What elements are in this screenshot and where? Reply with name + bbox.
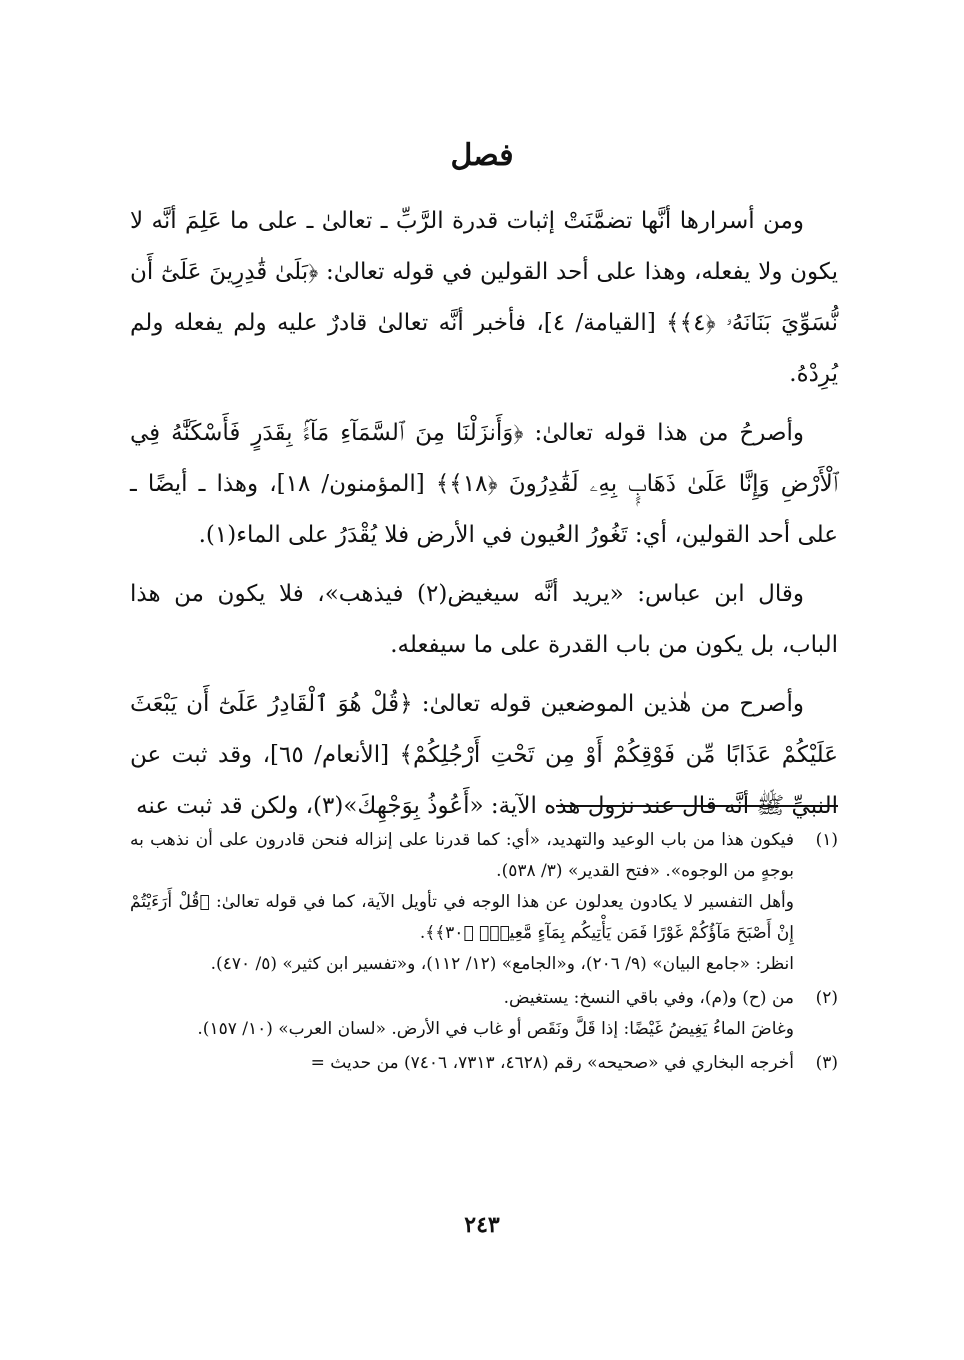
footnote-text: من (ح) و(م)، وفي باقي النسخ: يستغيض. xyxy=(503,988,794,1008)
footnote-text: وغاضَ الماءُ يَغِيضُ غَيْضًا: إذا قَلَّ ونَقَص أو غاب في الأرض. «لسان العرب» (١٠/ ١٥٧). xyxy=(197,1019,794,1039)
footnote-text: وأهل التفسير لا يكادون يعدلون عن هذا الوجه في تأويل الآية، كما في قوله تعالىٰ: ﴿قُلْ أَرَءَيْتُمْ إِنْ أَصْبَحَ مَآؤُكُمْ غَوْرًا فَمَن يَأْتِيكُم بِمَآءٍ مَّعِينٍۭ ﴿٣٠﴾﴾. xyxy=(130,892,794,943)
footnote-text: انظر: «جامع البيان» (٩/ ٢٠٦)، و«الجامع» (١٢/ ١١٢)، و«تفسير ابن كثير» (٥/ ٤٧٠). xyxy=(210,954,794,974)
paragraph: وأصرحُ من هذا قوله تعالىٰ: ﴿وَأَنزَلْنَا مِنَ ٱلسَّمَآءِ مَآءًۢ بِقَدَرٍ فَأَسْكَنَّٰهُ فِي ٱلْأَرْضِ وَإِنَّا عَلَىٰ ذَهَابٍۭ بِهِۦ لَقَٰدِرُونَ ﴿١٨﴾﴾ [المؤمنون/ ١٨]، وهذا ـ أيضًا ـ على أحد القولين، أي: تَغُورُ العُيون في الأرض فلا يُقْدَرُ على الماء(١). xyxy=(130,420,838,548)
footnote-number: (١) xyxy=(815,830,838,850)
paragraph: وقال ابن عباس: «يريد أنَّه سيغيض(٢) فيذهب»، فلا يكون من هذا الباب، بل يكون من باب القدرة على ما سيفعله. xyxy=(130,581,838,658)
section-heading: فصل xyxy=(450,138,514,173)
paragraph: وأصرح من هٰذين الموضعين قوله تعالىٰ: ﴿قُلْ هُوَ ٱلْقَادِرُ عَلَىٰٓ أَن يَبْعَثَ عَلَيْكُمْ عَذَابًا مِّن فَوْقِكُمْ أَوْ مِن تَحْتِ أَرْجُلِكُمْ﴾ [الأنعام/ ٦٥]، وقد ثبت عن النبيِّ ﷺ أنَّه قال عند نزول هذه الآية: «أَعُوذُ بِوَجْهِكَ»(٣)، ولكن قد ثبت عنه xyxy=(130,691,838,819)
footnote-1 xyxy=(130,825,838,980)
footnote-3 xyxy=(130,1048,838,1079)
footnote-separator xyxy=(556,805,838,807)
footnotes xyxy=(130,825,838,1082)
footnote-text: فيكون هذا من باب الوعيد والتهديد، «أي: كما قدرنا على إنزاله فنحن قادرون على أن نذهب به بوجهٍ من الوجوه». «فتح القدير» (٣/ ٥٣٨). xyxy=(130,830,794,881)
paragraph: ومن أسرارها أنَّها تضمَّنَتْ إثبات قدرة الرَّبِّ ـ تعالىٰ ـ على ما عَلِمَ أنَّه لا يكون ولا يفعله، وهذا على أحد القولين في قوله تعالىٰ: ﴿بَلَىٰ قَٰدِرِينَ عَلَىٰٓ أَن نُّسَوِّيَ بَنَانَهُۥ ﴿٤﴾﴾ [القيامة/ ٤]، فأخبر أنَّه تعالىٰ قادرٌ عليه ولم يفعله ولم يُرِدْهُ. xyxy=(130,208,838,387)
footnote-2 xyxy=(130,983,838,1045)
page-number: ٢٤٣ xyxy=(464,1212,500,1238)
footnote-number: (٢) xyxy=(815,988,838,1008)
footnote-number: (٣) xyxy=(815,1053,838,1073)
main-text xyxy=(130,196,838,844)
footnote-text: أخرجه البخاري في «صحيحه» رقم (٤٦٢٨، ٧٣١٣، ٧٤٠٦) من حديث = xyxy=(310,1053,794,1073)
